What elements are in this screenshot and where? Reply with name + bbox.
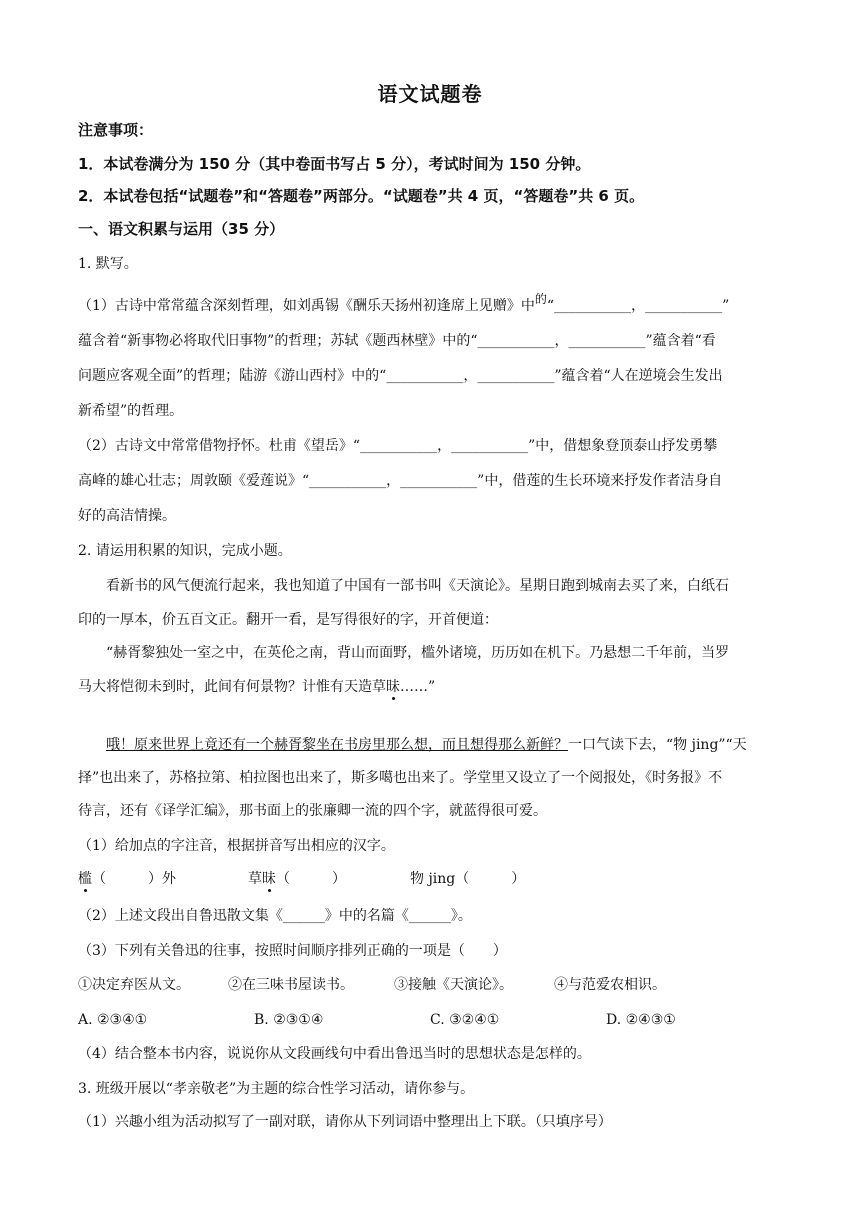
- question-1-text-line: 好的高洁情操。: [78, 508, 176, 524]
- passage-line: [78, 735, 790, 755]
- section-heading: 一、语文积累与运用（35 分）: [78, 220, 285, 238]
- pinyin-item: 物 jing（ ）: [410, 871, 526, 887]
- question-3-sub-1: （1）兴趣小组为活动拟写了一副对联，请你从下列词语中整理出上下联。（只填序号）: [78, 1114, 612, 1130]
- fill-blank-pair: “___________，___________”: [546, 298, 730, 314]
- question-1-text-line: 新希望”的哲理。: [78, 403, 184, 419]
- question-2-sub-3: （3）下列有关鲁迅的往事，按照时间顺序排列正确的一项是（ ）: [78, 943, 507, 959]
- underlined-sentence: 哦！原来世界上竟还有一个赫胥黎坐在书房里那么想，而且想得那么新鲜？: [106, 737, 568, 753]
- question-1-part-2-line: （2）古诗文中常常借物抒怀。杜甫《望岳》“___________，___________”中，借想象登顶泰山抒发勇攀: [78, 438, 718, 454]
- option-c[interactable]: C. ③②④①: [430, 1012, 500, 1028]
- question-2-sub-4: （4）结合整本书内容，说说你从文段画线句中看出鲁迅当时的思想状态是怎样的。: [78, 1046, 591, 1062]
- dotted-character: 昧: [262, 871, 276, 887]
- text-segment: 草: [248, 871, 262, 887]
- question-3-label: 3. 班级开展以“孝亲敬老”为主题的综合性学习活动，请你参与。: [78, 1081, 475, 1097]
- passage-line: 看新书的风气便流行起来，我也知道了中国有一部书叫《天演论》。星期日跑到城南去买了来，白纸石: [106, 578, 729, 594]
- text-segment: ……”: [400, 679, 436, 695]
- event-item: ③接触《天演论》。: [394, 977, 513, 993]
- passage-line: 印的一厚本，价五百文正。翻开一看，是写得很好的字，开首便道：: [78, 612, 498, 628]
- question-2-label: 2. 请运用积累的知识，完成小题。: [78, 543, 292, 559]
- answer-options: [78, 1010, 790, 1030]
- page-title: 语文试题卷: [377, 82, 483, 106]
- option-b[interactable]: B. ②③①④: [254, 1012, 324, 1028]
- question-1-text-line: 蕴含着“新事物必将取代旧事物”的哲理；苏轼《题西林壁》中的“___________，___________”蕴含着“看: [78, 333, 716, 349]
- notice-item-1: 1．本试卷满分为 150 分（其中卷面书写占 5 分），考试时间为 150 分钟。: [78, 155, 591, 173]
- question-1-part-1-line: [78, 292, 790, 316]
- passage-line: “赫胥黎独处一室之中，在英伦之南，背山而面野，槛外诸境，历历如在机下。乃悬想二千年前，当罗: [106, 645, 730, 661]
- pinyin-item: [78, 869, 248, 889]
- pinyin-answer-row: [78, 869, 790, 889]
- text-segment: 马大将恺彻未到时，此间有何景物？计惟有天造草: [78, 679, 386, 695]
- question-1-text-line: 高峰的雄心壮志；周敦颐《爱莲说》“___________，___________”中，借莲的生长环境来抒发作者洁身自: [78, 473, 723, 489]
- answer-blank: （ ）: [276, 871, 346, 887]
- answer-blank: （ ）外: [92, 871, 176, 887]
- passage-line: [78, 677, 790, 697]
- superscript-text: 的: [534, 292, 547, 306]
- notice-item-2: 2．本试卷包括“试题卷”和“答题卷”两部分。“试题卷”共 4 页，“答题卷”共 6 页。: [78, 187, 645, 205]
- question-2-sub-2: （2）上述文段出自鲁迅散文集《______》中的名篇《______》。: [78, 908, 472, 924]
- question-2-sub-1: （1）给加点的字注音，根据拼音写出相应的汉字。: [78, 838, 395, 854]
- text-segment: 一口气读下去，“物 jing”“天: [568, 737, 747, 753]
- option-a[interactable]: A. ②③④①: [78, 1012, 148, 1028]
- option-d[interactable]: D. ②④③①: [606, 1012, 676, 1028]
- text-segment: （1）古诗中常常蕴含深刻哲理，如刘禹锡《酬乐天扬州初逢席上见赠》中: [78, 298, 535, 314]
- pinyin-item: [248, 869, 410, 889]
- question-1-label: 1. 默写。: [78, 256, 138, 272]
- question-1-text-line: 问题应客观全面”的哲理；陆游《游山西村》中的“___________，___________”蕴含着“人在逆境会生发出: [78, 368, 723, 384]
- passage-line: 待言，还有《译学汇编》，那书面上的张廉卿一流的四个字，就蓝得很可爱。: [78, 803, 547, 819]
- dotted-character: 昧: [386, 679, 400, 695]
- event-item: ②在三味书屋读书。: [228, 977, 354, 993]
- event-item: ④与范爱农相识。: [554, 977, 666, 993]
- passage-line: 择”也出来了，苏格拉第、柏拉图也出来了，斯多噶也出来了。学堂里又设立了一个阅报处，《时务报》不: [78, 770, 723, 786]
- event-item: ①决定弃医从文。: [78, 977, 190, 993]
- notice-heading: 注意事项：: [78, 121, 154, 139]
- dotted-character: 槛: [78, 871, 92, 887]
- event-list: [78, 975, 790, 995]
